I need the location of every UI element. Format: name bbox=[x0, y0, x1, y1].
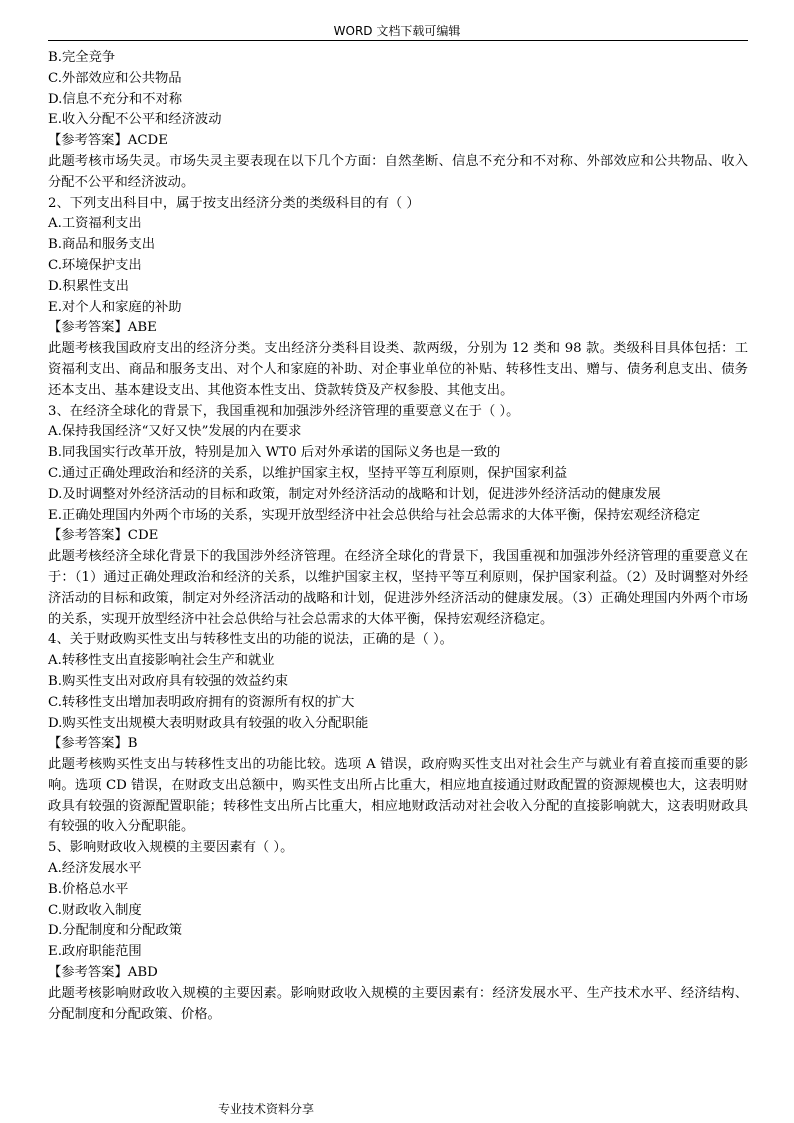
text-line: D.及时调整对外经济活动的目标和政策，制定对外经济活动的战略和计划，促进涉外经济活动的健康发展 bbox=[48, 486, 661, 502]
answer-line: 【参考答案】ABD bbox=[48, 965, 158, 981]
text-line: C.通过正确处理政治和经济的关系，以维护国家主权，坚持平等互利原则，保护国家利益 bbox=[48, 465, 568, 481]
text-line: E.收入分配不公平和经济波动 bbox=[48, 112, 222, 128]
text-line: E.政府职能范围 bbox=[48, 944, 142, 960]
document-body bbox=[48, 48, 748, 1025]
text-line: 此题考核市场失灵。市场失灵主要表现在以下几个方面：自然垄断、信息不充分和不对称、外部效应和公共物品、收入分配不公平和经济波动。 bbox=[48, 153, 748, 190]
text-line: 此题考核经济全球化背景下的我国涉外经济管理。在经济全球化的背景下，我国重视和加强涉外经济管理的重要意义在于：（1）通过正确处理政治和经济的关系，以维护国家主权，坚持平等互利原则，保护国家利益。（2）及时调整对外经济活动的目标和政策，制定对外经济活动的战略和计划，促进涉外经济活动的健康发展。（3）正确处理国内外两个市场的关系，实现开放型经济中社会总供给与社会总需求的大体平衡，保持宏观经济稳定。 bbox=[48, 549, 748, 627]
page-footer-text: 专业技术资料分享 bbox=[218, 1102, 315, 1116]
text-line: A.保持我国经济“又好又快”发展的内在要求 bbox=[48, 424, 302, 440]
text-line: E.对个人和家庭的补助 bbox=[48, 299, 182, 315]
text-line: B.价格总水平 bbox=[48, 881, 129, 897]
text-line: B.同我国实行改革开放，特别是加入 WT0 后对外承诺的国际义务也是一致的 bbox=[48, 445, 501, 461]
page-header-title: WORD 文档下载可编辑 bbox=[333, 24, 461, 38]
text-line: A.转移性支出直接影响社会生产和就业 bbox=[48, 653, 275, 669]
answer-line: 【参考答案】ACDE bbox=[48, 133, 168, 149]
text-line: 此题考核影响财政收入规模的主要因素。影响财政收入规模的主要因素有：经济发展水平、生产技术水平、经济结构、分配制度和分配政策、价格。 bbox=[48, 985, 748, 1022]
answer-line: 【参考答案】B bbox=[48, 736, 138, 752]
text-line: D.购买性支出规模大表明财政具有较强的收入分配职能 bbox=[48, 715, 369, 731]
text-line: C.转移性支出增加表明政府拥有的资源所有权的扩大 bbox=[48, 694, 355, 710]
text-line: 此题考核我国政府支出的经济分类。支出经济分类科目设类、款两级，分别为 12 类和 98 款。类级科目具体包括：工资福利支出、商品和服务支出、对个人和家庭的补助、对企事业单位的补贴、转移性支出、赠与、债务利息支出、债务还本支出、基本建设支出、其他资本性支出、贷款转贷及产权参股、其他支出。 bbox=[48, 341, 748, 398]
text-line: D.分配制度和分配政策 bbox=[48, 923, 183, 939]
text-line: 5、影响财政收入规模的主要因素有（ ）。 bbox=[48, 840, 294, 856]
answer-line: 【参考答案】CDE bbox=[48, 528, 159, 544]
text-line: E.正确处理国内外两个市场的关系，实现开放型经济中社会总供给与社会总需求的大体平衡，保持宏观经济稳定 bbox=[48, 507, 701, 523]
text-line: 2、下列支出科目中，属于按支出经济分类的类级科目的有（ ） bbox=[48, 195, 420, 211]
text-line: A.工资福利支出 bbox=[48, 216, 142, 232]
text-line: 此题考核购买性支出与转移性支出的功能比较。选项 A 错误，政府购买性支出对社会生产与就业有着直接而重要的影响。选项 CD 错误，在财政支出总额中，购买性支出所占比重大，相应地直接通过财政配置的资源规模也大，这表明财政具有较强的资源配置职能；转移性支出所占比重大，相应地财政活动对社会收入分配的直接影响就大，这表明财政具有较强的收入分配职能。 bbox=[48, 757, 748, 835]
text-line: B.商品和服务支出 bbox=[48, 237, 156, 253]
text-line: B.完全竞争 bbox=[48, 50, 116, 65]
text-line: C.环境保护支出 bbox=[48, 257, 142, 273]
text-line: B.购买性支出对政府具有较强的效益约束 bbox=[48, 673, 289, 689]
answer-line: 【参考答案】ABE bbox=[48, 320, 157, 336]
text-line: D.积累性支出 bbox=[48, 278, 129, 294]
text-line: 4、关于财政购买性支出与转移性支出的功能的说法，正确的是（ ）。 bbox=[48, 632, 453, 648]
text-line: C.外部效应和公共物品 bbox=[48, 70, 182, 86]
text-line: D.信息不充分和不对称 bbox=[48, 91, 183, 107]
text-line: A.经济发展水平 bbox=[48, 861, 142, 877]
text-line: C.财政收入制度 bbox=[48, 902, 142, 918]
text-line: 3、在经济全球化的背景下，我国重视和加强涉外经济管理的重要意义在于（ ）。 bbox=[48, 403, 520, 419]
header-divider bbox=[48, 40, 748, 41]
